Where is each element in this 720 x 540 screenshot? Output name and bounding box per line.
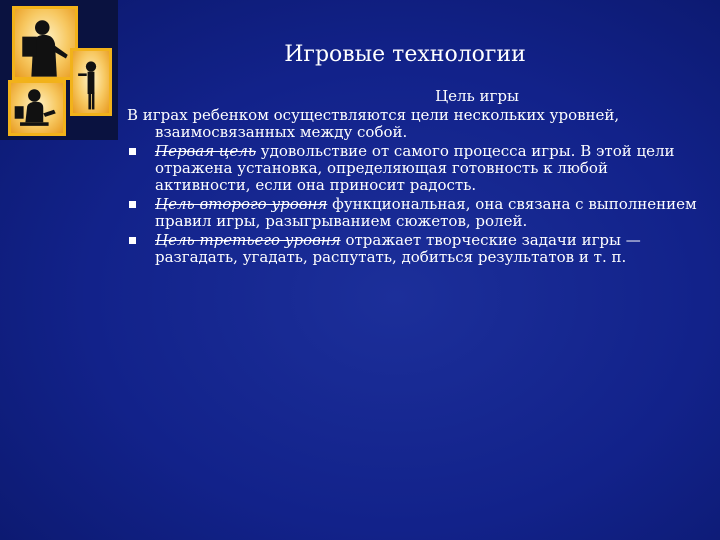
silhouette-sitting-icon [8, 80, 66, 136]
list-item [127, 143, 697, 194]
slide-title: Игровые технологии [284, 42, 526, 67]
bullet-text: функциональная, она связана с выполнением правил игры, разыгрыванием сюжетов, ролей. [155, 195, 697, 230]
square-bullet-icon [129, 148, 136, 155]
silhouette-standing-icon [70, 48, 112, 116]
intro-paragraph: В играх ребенком осуществляются цели нескольких уровней, взаимосвязанных между собой. [127, 106, 620, 141]
bullet-text: отражает творческие задачи игры — разгадать, угадать, распутать, добиться результатов и т. п. [155, 231, 641, 266]
bullet-term: Цель второго уровня [155, 195, 328, 213]
bullet-term: Цель третьего уровня [155, 231, 341, 249]
silhouette-reading-icon [12, 6, 78, 80]
slide-content [127, 88, 697, 268]
bullet-text: удовольствие от самого процесса игры. В этой цели отражена установка, определяющая готовность к любой активности, если она приносит радость. [155, 142, 675, 194]
square-bullet-icon [129, 237, 136, 244]
slide-subtitle: Цель игры [435, 87, 519, 105]
bullet-term: Первая цель [155, 142, 256, 160]
list-item [127, 232, 697, 266]
bullet-list [127, 143, 697, 266]
square-bullet-icon [129, 201, 136, 208]
list-item [127, 196, 697, 230]
